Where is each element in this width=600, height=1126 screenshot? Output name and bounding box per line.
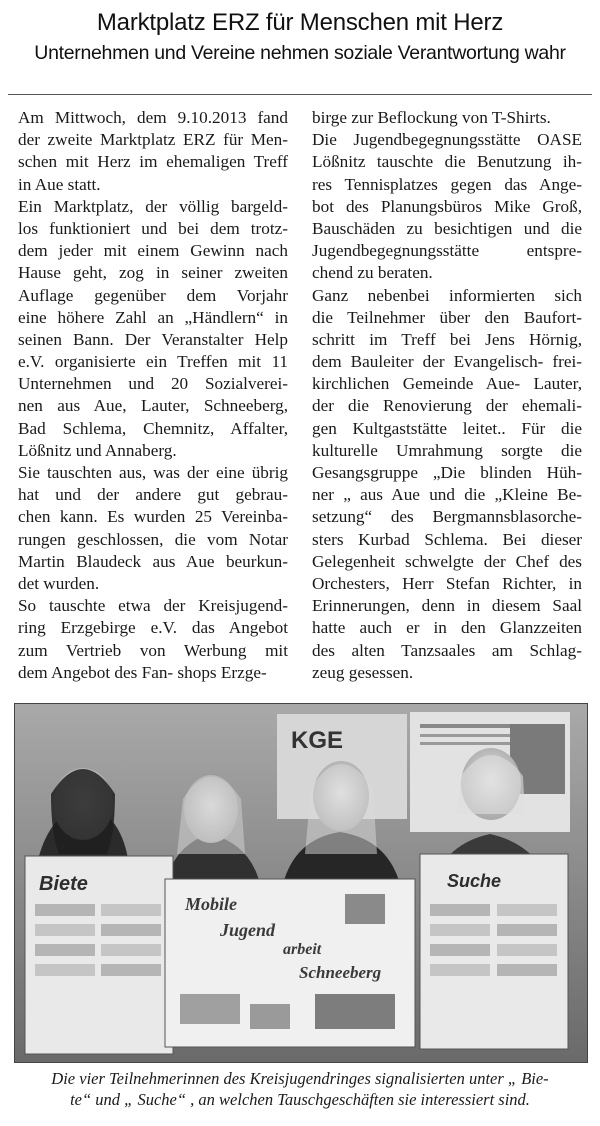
text-line: sters Kurbad Schlema. Bei dieser <box>312 529 582 549</box>
text-line: Unternehmen und 20 Sozialverei- <box>18 374 288 394</box>
caption-line: Die vier Teilnehmerinnen des Kreisjugendringes signalisierten unter „ Bie- <box>51 1069 549 1088</box>
article-column-left <box>18 107 288 684</box>
text-line: ner „ aus Aue und die „Kleine Be- <box>312 485 582 505</box>
text-line: Hause geht, zog in seiner zweiten <box>18 263 288 283</box>
text-line: gen Kultgaststätte leitet.. Für die <box>312 418 582 438</box>
text-line: dem Angebot des Fan- shops Erzge- <box>18 662 267 682</box>
text-line: schen mit Herz im ehemaligen Treff <box>18 152 288 172</box>
text-line: eine höhere Zahl an „Händlern“ in <box>18 307 288 327</box>
text-line: birge zur Beflockung von T-Shirts. <box>312 108 551 127</box>
text-line: zum Vertrieb von Werbung mit <box>18 640 288 660</box>
text-line: e.V. organisierte ein Treffen mit 11 <box>18 352 288 372</box>
article-subheadline: Unternehmen und Vereine nehmen soziale Verantwortung wahr <box>34 42 566 64</box>
text-line: det wurden. <box>18 573 100 593</box>
poster-title: KGE <box>291 727 344 754</box>
text-line: Orchesters, Herr Stefan Richter, in <box>312 573 582 593</box>
sign-banner <box>165 879 415 1047</box>
text-line: dem jeder mit einem Gewinn nach <box>18 241 288 261</box>
text-line: Auflage gegenüber dem Vorjahr <box>18 285 288 305</box>
text-line: Lößnitz tauschte die Benutzung ih- <box>312 152 582 172</box>
text-line: der die Renovierung der ehemali- <box>312 396 582 416</box>
photo-illustration <box>15 704 587 1062</box>
text-line: bot des Planungsbüros Mike Groß, <box>312 196 582 216</box>
text-line: hatte auch er in den Glanzzeiten <box>312 618 582 638</box>
text-line: der zweite Marktplatz ERZ für Men- <box>18 130 288 150</box>
text-line: Martin Blaudeck aus Aue beurkun- <box>18 551 288 571</box>
text-line: los funktioniert und bei dem trotz- <box>18 218 288 238</box>
text-line: Bauschäden zu besichtigen und die <box>312 218 582 238</box>
text-line: Ein Marktplatz, der völlig bargeld- <box>18 196 288 216</box>
text-line: seinen Bann. Der Veranstalter Help <box>18 329 288 349</box>
article-photo <box>14 703 588 1063</box>
text-line: in Aue statt. <box>18 174 101 194</box>
text-line: Erinnerungen, denn in diesem Saal <box>312 596 582 616</box>
sign-biete <box>25 856 173 1054</box>
sign-suche <box>420 854 568 1049</box>
text-line: Gelegenheit schwelgte der Chef des <box>312 551 582 571</box>
text-line: Bad Schlema, Chemnitz, Affalter, <box>18 418 288 438</box>
headline-divider <box>8 94 592 95</box>
sign-suche-text: Suche <box>447 871 502 891</box>
article-headline: Marktplatz ERZ für Menschen mit Herz <box>96 9 504 36</box>
text-line: nen aus Aue, Lauter, Schneeberg, <box>18 396 288 416</box>
banner-word-2: Jugend <box>220 920 276 940</box>
text-line: Jugendbegegnungsstätte entspre- <box>312 241 582 261</box>
article-column-right <box>312 107 582 684</box>
sign-biete-text: Biete <box>39 873 88 895</box>
text-line: chend zu beraten. <box>312 263 433 283</box>
text-line: dem Bauleiter der Evangelisch- frei- <box>312 352 582 372</box>
banner-word-1: Mobile <box>185 894 237 914</box>
text-line: kulturelle Umrahmung sorgte die <box>312 440 582 460</box>
text-line: kirchlichen Gemeinde Aue- Lauter, <box>312 374 582 394</box>
caption-line: te“ und „ Suche“ , an welchen Tauschgeschäften sie interessiert sind. <box>70 1090 530 1109</box>
text-line: chen kann. Es wurden 25 Vereinba- <box>18 507 288 527</box>
text-line: Am Mittwoch, dem 9.10.2013 fand <box>18 108 288 127</box>
text-line: zeug gesessen. <box>312 662 414 682</box>
banner-word-3: arbeit <box>283 941 322 958</box>
text-line: Ganz nebenbei informierten sich <box>312 285 582 305</box>
text-line: die Teilnehmer über den Baufort- <box>312 307 582 327</box>
text-line: ring Erzgebirge e.V. das Angebot <box>18 618 288 638</box>
text-line: setzung“ des Bergmannsblasorche- <box>312 507 582 527</box>
text-line: Sie tauschten aus, was der eine übrig <box>18 463 288 482</box>
text-line: hat und der andere gut gebrau- <box>18 485 288 505</box>
text-line: Lößnitz und Annaberg. <box>18 440 177 460</box>
text-line: des alten Tanzsaales am Schlag- <box>312 640 582 660</box>
photo-caption <box>10 1068 590 1110</box>
text-line: res Tennisplatzes gegen das Ange- <box>312 174 582 194</box>
text-line: rungen geschlossen, die vom Notar <box>18 529 288 549</box>
text-line: So tauschte etwa der Kreisjugend- <box>18 596 288 616</box>
text-line: Die Jugendbegegnungsstätte OASE <box>312 130 582 150</box>
text-line: Gesangsgruppe „Die blinden Hüh- <box>312 463 582 482</box>
banner-word-4: Schneeberg <box>299 963 382 982</box>
text-line: schritt im Treff bei Jens Hörnig, <box>312 329 582 349</box>
